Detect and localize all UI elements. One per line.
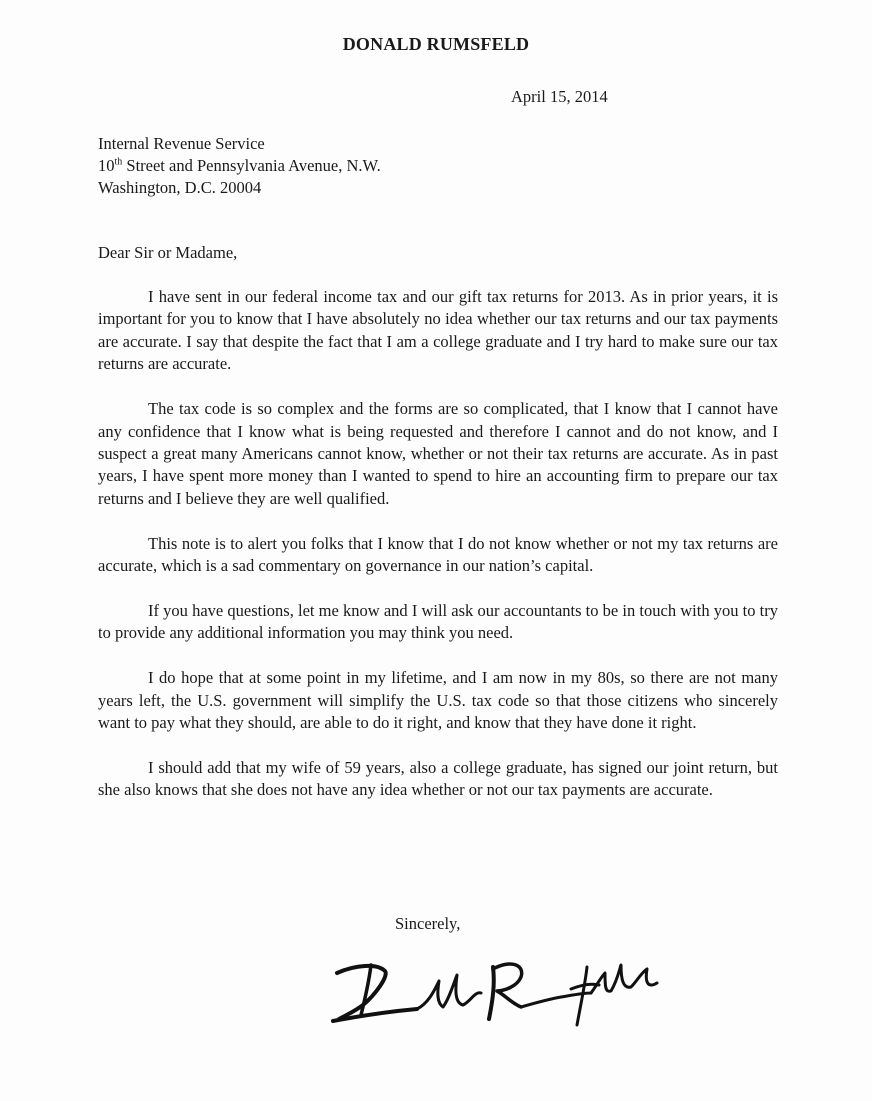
body-paragraph: I do hope that at some point in my lifetime, and I am now in my 80s, so there are not many years left, the U.S. government will simplify the U.S. tax code so that those citizens who sincerely want to pay what they should, are able to do it right, and know that they have done it right. bbox=[98, 668, 778, 733]
street-number: 10 bbox=[98, 156, 115, 175]
closing: Sincerely, bbox=[395, 914, 461, 933]
letter-date: April 15, 2014 bbox=[511, 87, 608, 106]
body-paragraph: I should add that my wife of 59 years, also a college graduate, has signed our joint return, but she also knows that she does not have any idea whether or not our tax payments are accurate. bbox=[98, 758, 778, 800]
body-paragraph: This note is to alert you folks that I know that I do not know whether or not my tax returns are accurate, which is a sad commentary on governance in our nation’s capital. bbox=[98, 533, 778, 576]
recipient-line-3: Washington, D.C. 20004 bbox=[98, 178, 262, 197]
body-paragraph: The tax code is so complex and the forms are so complicated, that I know that I cannot have any confidence that I know what is being requested and therefore I cannot and do not know, and I suspect a great many Americans cannot know, whether or not their tax returns are accurate. As in past years, I have spent more money than I wanted to spend to hire an accounting firm to prepare our tax returns and I believe they are well qualified. bbox=[98, 399, 778, 508]
salutation: Dear Sir or Madame, bbox=[98, 243, 238, 262]
recipient-line-2 bbox=[98, 155, 381, 177]
body-paragraph: If you have questions, let me know and I will ask our accountants to be in touch with you to try to provide any additional information you may think you need. bbox=[98, 600, 778, 643]
recipient-address bbox=[98, 133, 381, 199]
body-paragraph: I have sent in our federal income tax and our gift tax returns for 2013. As in prior years, it is important for you to know that I have absolutely no idea whether our tax returns and our tax payments are accurate. I say that despite the fact that I am a college graduate and I try hard to make sure our tax returns are accurate. bbox=[98, 287, 778, 374]
letterhead-name: DONALD RUMSFELD bbox=[342, 34, 530, 54]
street-name: Street and Pennsylvania Avenue, N.W. bbox=[122, 156, 381, 175]
signature-icon bbox=[325, 945, 665, 1035]
recipient-line-1: Internal Revenue Service bbox=[98, 134, 265, 153]
letter-body bbox=[98, 286, 778, 824]
street-ordinal: th bbox=[114, 156, 123, 168]
